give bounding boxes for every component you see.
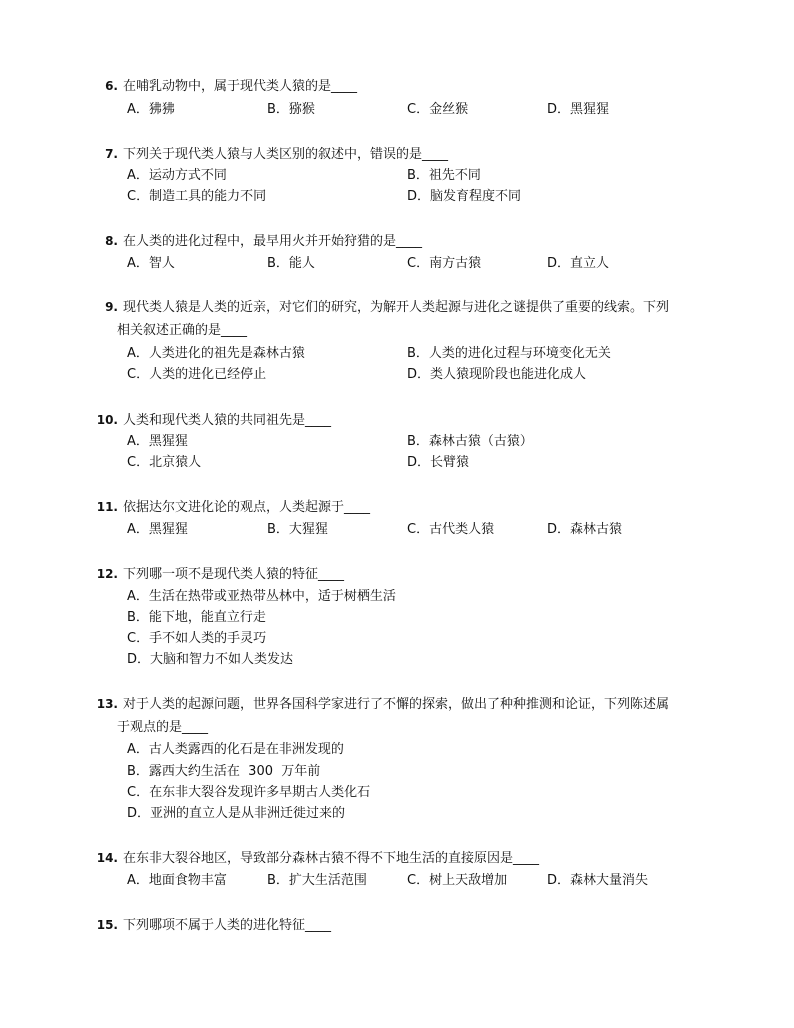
option-d: D．森林大量消失	[547, 873, 649, 888]
question-number: 11.	[96, 500, 118, 514]
option-a: A．智人	[127, 256, 175, 271]
option-d: D．长臂猿	[407, 455, 470, 470]
option-a: A．黑猩猩	[127, 434, 188, 449]
option-d: D．类人猿现阶段也能进化成人	[407, 367, 587, 382]
option-b: B．能下地，能直立行走	[127, 610, 266, 625]
question-number: 8.	[105, 234, 118, 248]
question-number: 10.	[96, 413, 118, 427]
option-a: A．狒狒	[127, 102, 175, 117]
option-a: A．地面食物丰富	[127, 873, 227, 888]
option-c: C．北京猿人	[127, 455, 202, 470]
option-c: C．古代类人猿	[407, 522, 495, 537]
question-number: 15.	[96, 918, 118, 932]
question-text: 在东非大裂谷地区，导致部分森林古猿不得不下地生活的直接原因是____	[123, 851, 540, 866]
option-b: B．人类的进化过程与环境变化无关	[407, 346, 611, 361]
question-number: 12.	[96, 567, 118, 581]
option-a: A．古人类露西的化石是在非洲发现的	[127, 742, 344, 757]
question-text: 依据达尔文进化论的观点，人类起源于____	[123, 500, 371, 515]
question-text: 下列关于现代类人猿与人类区别的叙述中，错误的是____	[123, 147, 449, 162]
option-a: A．运动方式不同	[127, 168, 227, 183]
question-text-line-1: 对于人类的起源问题，世界各国科学家进行了不懈的探索，做出了种种推测和论证，下列陈述属	[123, 697, 670, 712]
option-b: B．露西大约生活在 300 万年前	[127, 764, 321, 779]
option-b: B．大猩猩	[267, 522, 328, 537]
question-text: 下列哪项不属于人类的进化特征____	[123, 918, 332, 933]
option-d: D．直立人	[547, 256, 610, 271]
option-c: C．手不如人类的手灵巧	[127, 631, 267, 646]
option-b: B．扩大生活范围	[267, 873, 367, 888]
question-number: 14.	[96, 851, 118, 865]
option-d: D．大脑和智力不如人类发达	[127, 652, 294, 667]
option-b: B．祖先不同	[407, 168, 481, 183]
option-c: C．在东非大裂谷发现许多早期古人类化石	[127, 785, 371, 800]
option-a: A．生活在热带或亚热带丛林中，适于树栖生活	[127, 589, 396, 604]
option-d: D．脑发育程度不同	[407, 189, 522, 204]
option-d: D．亚洲的直立人是从非洲迁徙过来的	[127, 806, 346, 821]
question-text-line-2: 于观点的是____	[117, 720, 209, 735]
question-number: 7.	[105, 147, 118, 161]
question-text: 在人类的进化过程中，最早用火并开始狩猎的是____	[123, 234, 423, 249]
option-c: C．金丝猴	[407, 102, 469, 117]
option-d: D．森林古猿	[547, 522, 623, 537]
question-text: 下列哪一项不是现代类人猿的特征____	[123, 567, 345, 582]
question-text-line-1: 现代类人猿是人类的近亲，对它们的研究，为解开人类起源与进化之谜提供了重要的线索。下列	[123, 300, 670, 315]
question-text-line-2: 相关叙述正确的是____	[117, 323, 248, 338]
question-number: 9.	[105, 300, 118, 314]
option-c: C．人类的进化已经停止	[127, 367, 267, 382]
question-text: 人类和现代类人猿的共同祖先是____	[123, 413, 332, 428]
question-text: 在哺乳动物中，属于现代类人猿的是____	[123, 79, 358, 94]
option-b: B．猕猴	[267, 102, 315, 117]
option-c: C．树上天敌增加	[407, 873, 508, 888]
option-a: A．人类进化的祖先是森林古猿	[127, 346, 305, 361]
question-number: 13.	[96, 697, 118, 711]
option-b: B．能人	[267, 256, 315, 271]
option-c: C．南方古猿	[407, 256, 482, 271]
option-c: C．制造工具的能力不同	[127, 189, 267, 204]
option-a: A．黑猩猩	[127, 522, 188, 537]
option-b: B．森林古猿（古猿）	[407, 434, 533, 449]
option-d: D．黑猩猩	[547, 102, 610, 117]
question-number: 6.	[105, 79, 118, 93]
